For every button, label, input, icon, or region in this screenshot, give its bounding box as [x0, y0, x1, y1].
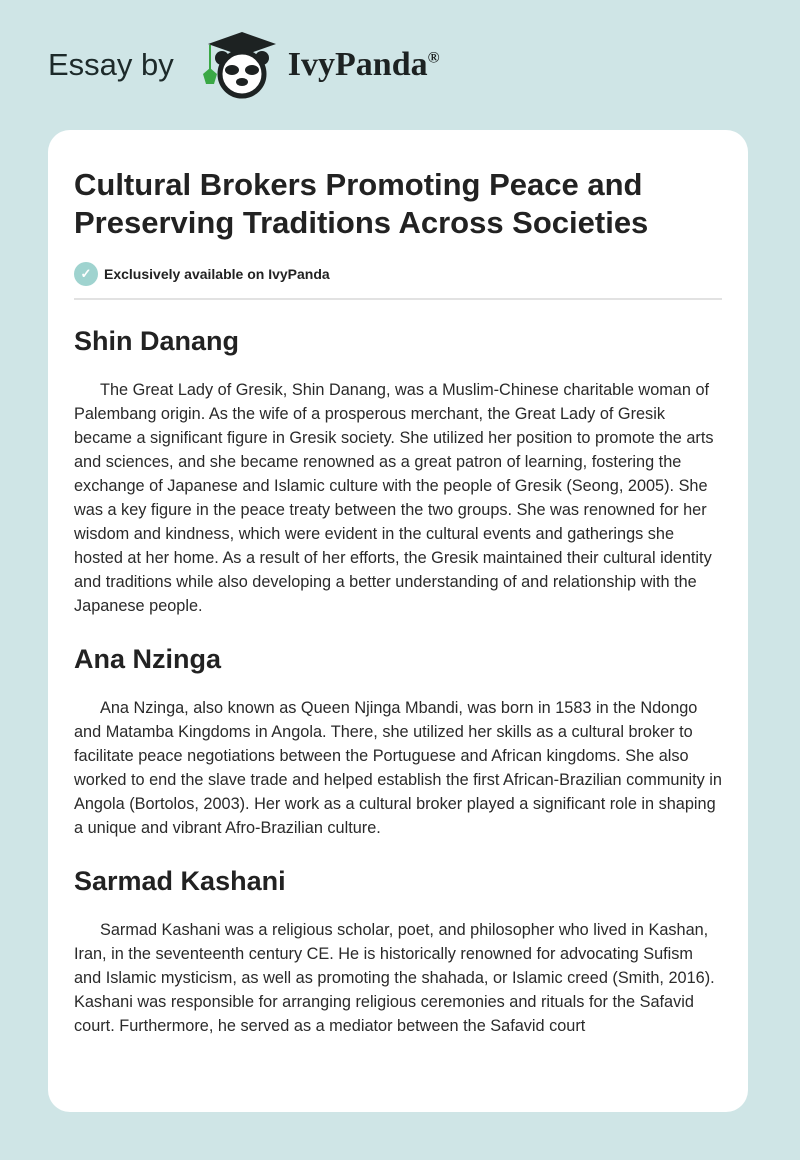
essay-by-label: Essay by [48, 47, 174, 82]
badge-label: Exclusively available on IvyPanda [104, 266, 330, 282]
exclusive-badge [74, 262, 722, 286]
essay-card [48, 130, 748, 1112]
brand-name[interactable]: IvyPanda® [287, 46, 440, 83]
section-paragraph: Sarmad Kashani was a religious scholar, poet, and philosopher who lived in Kashan, Iran, in the seventeenth century CE. He is historically renowned for advocating Sufism and Islamic mysticism, as well as promoting the shahada, or Islamic creed (Smith, 2016). Kashani was responsible for arranging religious ceremonies and rituals for the Safavid court. Furthermore, he served as a mediator between the Safavid court [74, 921, 715, 1035]
check-icon: ✓ [74, 262, 98, 286]
section-heading: Sarmad Kashani [74, 866, 286, 896]
divider [74, 298, 722, 300]
section-paragraph: Ana Nzinga, also known as Queen Njinga Mbandi, was born in 1583 in the Ndongo and Matamba Kingdoms in Angola. There, she utilized her skills as a cultural broker to facilitate peace negotiations between the Portuguese and African kingdoms. She also worked to end the slave trade and helped establish the first African-Brazilian community in Angola (Bortolos, 2003). Her work as a cultural broker played a significant role in shaping a unique and vibrant Afro-Brazilian culture. [74, 699, 722, 837]
ivypanda-logo-icon[interactable] [194, 30, 280, 100]
section-paragraph: The Great Lady of Gresik, Shin Danang, was a Muslim-Chinese charitable woman of Palembang origin. As the wife of a prosperous merchant, the Great Lady of Gresik became a significant figure in Gresik society. She utilized her position to promote the arts and sciences, and she became renowned as a great patron of learning, fostering the exchange of Japanese and Islamic culture with the people of Gresik (Seong, 2005). She was a key figure in the peace treaty between the two groups. She was renowned for her wisdom and kindness, which were evident in the cultural events and gatherings she hosted at her home. As a result of her efforts, the Gresik maintained their cultural identity and traditions while also developing a better understanding of and relationship with the Japanese people. [74, 381, 714, 615]
section-heading: Ana Nzinga [74, 644, 222, 674]
site-header [48, 30, 440, 100]
essay-title: Cultural Brokers Promoting Peace and Preserving Traditions Across Societies [74, 167, 649, 240]
section-heading: Shin Danang [74, 326, 240, 356]
